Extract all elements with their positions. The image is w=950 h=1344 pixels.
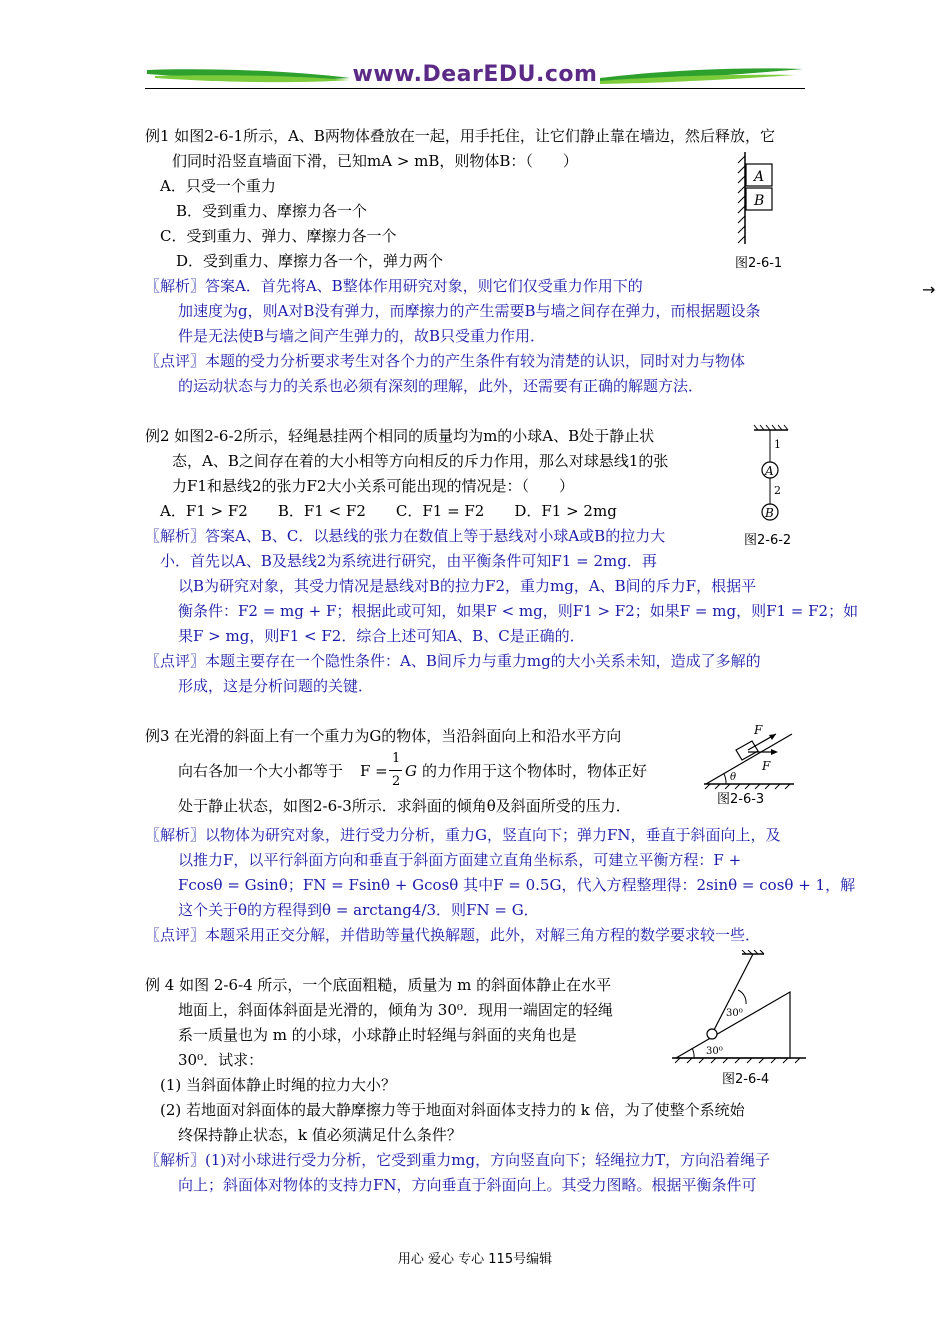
ex1-line-1: 例1 如图2-6-1所示，A、B两物体叠放在一起，用手托住，让它们静止靠在墙边，然后释放，它	[145, 127, 775, 145]
ex4-analysis-1: 〖解析〗(1)对小球进行受力分析，它受到重力mg，方向竖直向下；轻绳拉力T，方向沿着绳子	[145, 1151, 771, 1169]
ex3-line-3: 处于静止状态，如图2-6-3所示．求斜面的倾角θ及斜面所受的压力．	[178, 797, 631, 815]
figure-2-6-1	[735, 150, 785, 246]
fig4-angle-top: 30⁰	[726, 1008, 743, 1019]
ex3-analysis-1: 〖解析〗以物体为研究对象，进行受力分析，重力G，竖直向下；弹力FN，垂直于斜面向上，及	[145, 826, 781, 844]
fig3-label-theta: θ	[730, 772, 737, 783]
ex3-line-2b: 的力作用于这个物体时，物体正好	[422, 762, 648, 780]
ex4-line-2: 地面上，斜面体斜面是光滑的，倾角为 30⁰．现用一端固定的轻绳	[178, 1001, 613, 1019]
fig3-label-f2: F	[762, 759, 771, 773]
ex2-line-2: 态，A、B之间存在着的大小相等方向相反的斥力作用，那么对球悬线1的张	[172, 452, 669, 470]
ex3-comment-1: 〖点评〗本题采用正交分解，并借助等量代换解题，此外，对解三角方程的数学要求较一些．	[145, 926, 761, 944]
margin-arrow-icon: →	[922, 280, 936, 299]
ex4-line-4: 30⁰．试求：	[178, 1051, 264, 1069]
ex1-option-c: C．受到重力、弹力、摩擦力各一个	[160, 227, 397, 245]
ex3-line-1: 例3 在光滑的斜面上有一个重力为G的物体，当沿斜面向上和沿水平方向	[145, 727, 622, 745]
ex3-formula-num: 1	[392, 751, 401, 766]
ex3-formula-g: G	[405, 762, 417, 780]
ex3-fraction-bar	[389, 770, 402, 771]
ex1-analysis-2: 加速度为g，则A对B没有弹力，而摩擦力的产生需要B与墙之间存在弹力，而根据题设条	[178, 302, 761, 320]
ex4-line-1: 例 4 如图 2-6-4 所示，一个底面粗糙，质量为 m 的斜面体静止在水平	[145, 976, 612, 994]
ex3-formula-lhs: F =	[360, 762, 388, 780]
ex2-analysis-1: 〖解析〗答案A、B、C．以悬线的张力在数值上等于悬线对小球A或B的拉力大	[145, 527, 666, 545]
ex3-analysis-2: 以推力F，以平行斜面方向和垂直于斜面方面建立直角坐标系，可建立平衡方程：F +	[178, 851, 742, 869]
header-rule	[145, 88, 805, 89]
fig2-label-1: 1	[774, 438, 781, 451]
ex3-line-2a: 向右各加一个大小都等于	[178, 762, 344, 780]
ex2-line-3: 力F1和悬线2的张力F2大小关系可能出现的情况是：（ ）	[172, 477, 574, 495]
fig4-angle-bottom: 30⁰	[706, 1046, 723, 1057]
ex2-comment-2: 形成，这是分析问题的关键．	[178, 677, 374, 695]
ex2-analysis-5: 果F > mg，则F1 < F2．综合上述可知A、B、C是正确的．	[178, 627, 585, 645]
fig3-caption: 图2-6-3	[717, 792, 765, 807]
fig2-ball-b: B	[765, 506, 774, 520]
ex3-formula-den: 2	[392, 774, 401, 789]
ex4-analysis-2: 向上；斜面体对物体的支持力FN，方向垂直于斜面向上。其受力图略。根据平衡条件可	[178, 1176, 757, 1194]
fig4-caption: 图2-6-4	[722, 1072, 770, 1087]
site-logo: www.DearEDU.com	[352, 62, 598, 87]
ex1-line-2: 们同时沿竖直墙面下滑，已知mA > mB，则物体B：（ ）	[172, 152, 578, 170]
ex1-analysis-1: 〖解析〗答案A．首先将A、B整体作用研究对象，则它们仅受重力作用下的	[145, 277, 643, 295]
figure-2-6-3	[700, 720, 796, 790]
fig2-ball-a: A	[765, 464, 774, 478]
ex4-line-3: 系一质量也为 m 的小球，小球静止时轻绳与斜面的夹角也是	[178, 1026, 577, 1044]
ex1-analysis-3: 件是无法使B与墙之间产生弹力的，故B只受重力作用．	[178, 327, 546, 345]
ex1-comment-1: 〖点评〗本题的受力分析要求考生对各个力的产生条件有较为清楚的认识，同时对力与物体	[145, 352, 746, 370]
fig3-label-f1: F	[754, 723, 763, 737]
ex2-line-1: 例2 如图2-6-2所示，轻绳悬挂两个相同的质量均为m的小球A、B处于静止状	[145, 427, 655, 445]
fig1-label-a: A	[754, 169, 765, 185]
page-footer: 用心 爱心 专心 115号编辑	[397, 1252, 553, 1267]
fig2-caption: 图2-6-2	[744, 533, 792, 548]
ex1-option-b: B．受到重力、摩擦力各一个	[176, 202, 368, 220]
figure-2-6-4	[668, 950, 808, 1065]
figure-2-6-2	[748, 424, 794, 524]
fig1-label-b: B	[754, 193, 765, 209]
ex4-question-1: (1) 当斜面体静止时绳的拉力大小？	[160, 1076, 397, 1094]
ex2-analysis-2: 小．首先以A、B及悬线2为系统进行研究，由平衡条件可知F1 = 2mg．再	[160, 552, 657, 570]
fig2-label-2: 2	[774, 484, 781, 497]
ex2-analysis-4: 衡条件：F2 = mg + F；根据此或可知，如果F < mg，则F1 > F2；如果F = mg，则F1 = F2；如	[178, 602, 859, 620]
ex2-options: A．F1 > F2 B．F1 < F2 C．F1 = F2 D．F1 > 2mg	[160, 502, 617, 520]
ex1-option-a: A．只受一个重力	[160, 177, 276, 195]
ex1-comment-2: 的运动状态与力的关系也必须有深刻的理解，此外，还需要有正确的解题方法．	[178, 377, 704, 395]
ex2-comment-1: 〖点评〗本题主要存在一个隐性条件：A、B间斥力与重力mg的大小关系未知，造成了多解的	[145, 652, 761, 670]
ex2-analysis-3: 以B为研究对象，其受力情况是悬线对B的拉力F2，重力mg，A、B间的斥力F，根据平	[178, 577, 757, 595]
ex3-analysis-4: 这个关于θ的方程得到θ = arctang4/3．则FN = G．	[178, 901, 539, 919]
ex4-question-2a: (2) 若地面对斜面体的最大静摩擦力等于地面对斜面体支持力的 k 倍，为了使整个系统始	[160, 1101, 745, 1119]
ex1-option-d: D．受到重力、摩擦力各一个，弹力两个	[176, 252, 444, 270]
ex3-analysis-3: Fcosθ = Gsinθ；FN = Fsinθ + Gcosθ 其中F = 0.5G，代入方程整理得：2sinθ = cosθ + 1，解	[178, 876, 856, 894]
ex4-question-2b: 终保持静止状态，k 值必须满足什么条件？	[178, 1126, 462, 1144]
fig1-caption: 图2-6-1	[735, 256, 783, 271]
